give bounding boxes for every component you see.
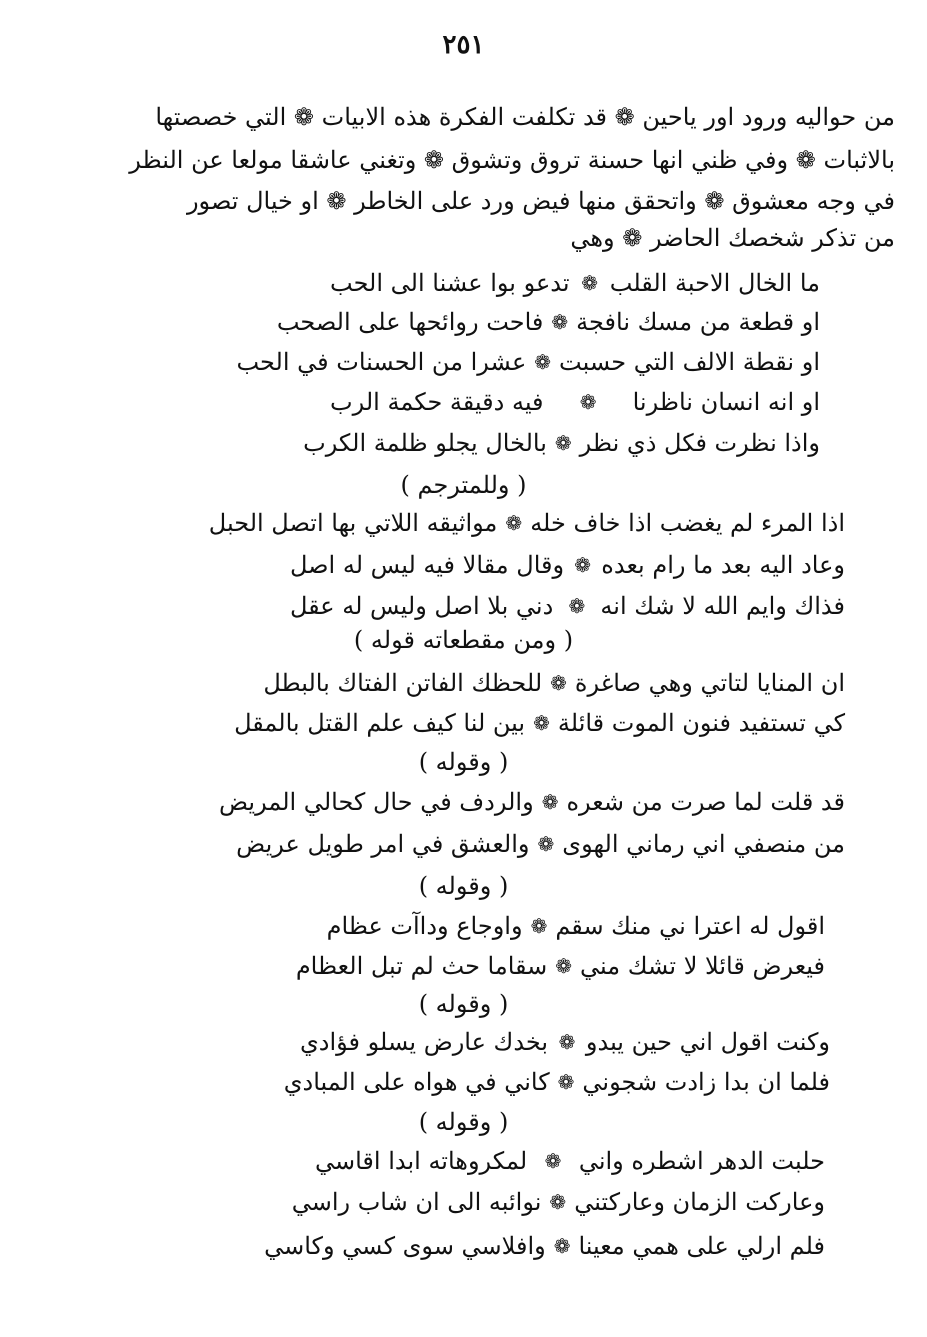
verse-hemistich: من منصفي اني رماني الهوى (562, 830, 845, 858)
prose-line: في وجه معشوق ❁ واتحقق منها فيض ورد على الخاطر ❁ او خيال تصور (186, 187, 895, 215)
section-heading: ( وقوله ) (418, 1108, 509, 1136)
verse-line (276, 302, 820, 342)
verse-hemistich: فيعرض قائلا لا تشك مني (580, 952, 825, 980)
verse-line (295, 946, 825, 986)
verse-line (290, 545, 845, 585)
verse-separator: ❁ (537, 832, 555, 856)
verse-separator: ❁ (574, 553, 592, 577)
verse-hemistich: نوائبه الى ان شاب راسي (291, 1188, 542, 1216)
section-heading: ( وقوله ) (418, 990, 509, 1018)
section-heading: ( وللمترجم ) (400, 471, 527, 499)
section-heading: ( وقوله ) (418, 748, 509, 776)
verse-separator: ❁ (534, 350, 552, 374)
verse-line (236, 342, 820, 382)
verse-separator: ❁ (533, 711, 550, 735)
verse-line (283, 1062, 830, 1102)
verse-separator: ❁ (558, 1030, 576, 1054)
verse-line (208, 503, 845, 543)
verse-hemistich: وقال مقالا فيه ليس له اصل (289, 551, 565, 579)
verse-separator: ❁ (544, 1149, 562, 1173)
verse-hemistich: والعشق في امر طويل عريض (236, 830, 530, 858)
verse-hemistich: واذا نظرت فكل ذي نظر (579, 429, 820, 457)
verse-hemistich: قد قلت لما صرت من شعره (566, 788, 845, 816)
verse-hemistich: بين لنا كيف علم القتل بالمقل (234, 709, 526, 737)
verse-line (291, 1182, 825, 1222)
verse-hemistich: عشرا من الحسنات في الحب (236, 348, 527, 376)
verse-hemistich: دني بلا اصل وليس له عقل (289, 592, 554, 620)
verse-line (330, 263, 820, 303)
verse-hemistich: اذا المرء لم يغضب اذا خاف خله (530, 509, 845, 537)
verse-separator: ❁ (581, 271, 599, 295)
verse-hemistich: بخدك عارض يسلو فؤادي (299, 1028, 549, 1056)
verse-hemistich: واوجاع وداآت عظام (326, 912, 523, 940)
verse-hemistich: وعاد اليه بعد ما رام بعده (601, 551, 845, 579)
verse-separator: ❁ (555, 954, 573, 978)
verse-separator: ❁ (551, 310, 569, 334)
verse-hemistich: بالخال يجلو ظلمة الكرب (303, 429, 547, 457)
verse-hemistich: وعاركت الزمان وعاركتني (574, 1188, 825, 1216)
prose-line: بالاثبات ❁ وفي ظني انها حسنة تروق وتشوق ❁ وتغني عاشقا مولعا عن النظر (129, 146, 895, 174)
prose-line: من حواليه ورود اور ياحين ❁ قد تكلفت الفكرة هذه الابيات ❁ التي خصصتها (155, 103, 895, 131)
verse-separator: ❁ (541, 790, 559, 814)
verse-separator: ❁ (553, 1234, 571, 1258)
verse-separator: ❁ (550, 671, 567, 695)
verse-line (303, 423, 820, 463)
verse-line (326, 906, 825, 946)
verse-line (234, 703, 845, 743)
verse-hemistich: مواثيقه اللاتي بها اتصل الحبل (208, 509, 498, 537)
verse-separator: ❁ (554, 431, 572, 455)
verse-hemistich: ما الخال الاحبة القلب (609, 269, 820, 297)
verse-line (264, 1226, 825, 1266)
verse-hemistich: لمكروهاته ابدا اقاسي (315, 1147, 528, 1175)
section-heading: ( وقوله ) (418, 872, 509, 900)
verse-line (315, 1141, 825, 1181)
verse-line (330, 382, 820, 422)
verse-hemistich: فلما ان بدا زادت شجوني (582, 1068, 830, 1096)
verse-hemistich: فاحت روائحها على الصحب (276, 308, 544, 336)
verse-line (263, 663, 845, 703)
verse-hemistich: سقاما حث لم تبل العظام (295, 952, 548, 980)
verse-hemistich: حلبت الدهر اشطره واني (578, 1147, 825, 1175)
verse-line (219, 782, 845, 822)
verse-hemistich: وكنت اقول اني حين يبدو (585, 1028, 830, 1056)
verse-hemistich: ان المنايا لتاتي وهي صاغرة (574, 669, 845, 697)
page-number: ٢٥١ (442, 30, 485, 60)
verse-hemistich: اقول له اعترا ني منك سقم (555, 912, 825, 940)
verse-separator: ❁ (549, 1190, 567, 1214)
verse-separator: ❁ (568, 594, 586, 618)
verse-separator: ❁ (530, 914, 548, 938)
verse-separator: ❁ (579, 390, 597, 414)
verse-hemistich: والردف في حال كحالي المريض (219, 788, 534, 816)
verse-hemistich: او انه انسان ناظرنا (632, 388, 820, 416)
verse-hemistich: او قطعة من مسك نافجة (576, 308, 820, 336)
prose-line: من تذكر شخصك الحاضر ❁ وهي (570, 224, 895, 252)
verse-hemistich: فلم ارلي على همي معينا (578, 1232, 825, 1260)
verse-separator: ❁ (557, 1070, 575, 1094)
verse-hemistich: وافلاسي سوى كسي وكاسي (264, 1232, 546, 1260)
verse-hemistich: للحظك الفاتن الفتاك بالبطل (263, 669, 543, 697)
section-heading: ( ومن مقطعاته قوله ) (353, 626, 574, 654)
verse-line (236, 824, 845, 864)
verse-separator: ❁ (505, 511, 523, 535)
verse-hemistich: او نقطة الالف التي حسبت (559, 348, 820, 376)
verse-hemistich: كي تستفيد فنون الموت قائلة (557, 709, 845, 737)
verse-hemistich: تدعو بوا عشنا الى الحب (330, 269, 570, 297)
verse-hemistich: كاني في هواه على المبادي (283, 1068, 550, 1096)
verse-hemistich: فيه دقيقة حكمة الرب (330, 388, 544, 416)
verse-line (300, 1022, 830, 1062)
verse-hemistich: فذاك وايم الله لا شك انه (600, 592, 845, 620)
